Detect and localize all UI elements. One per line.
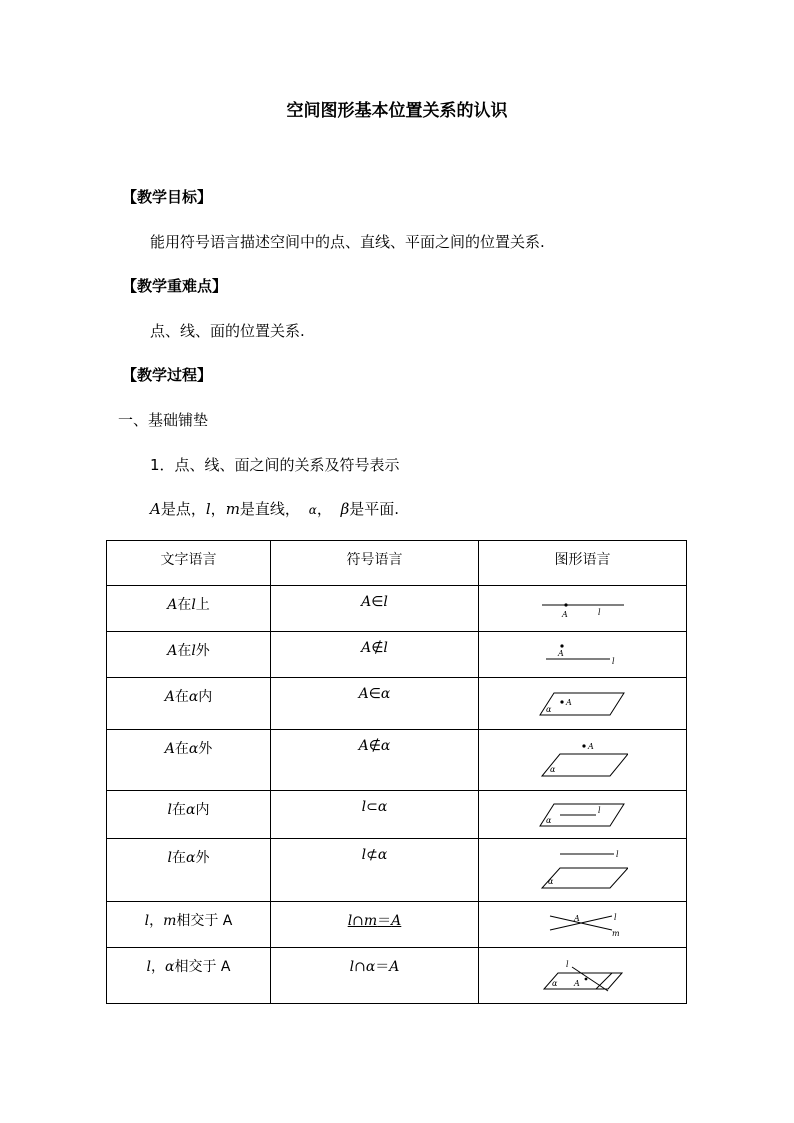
cell-part: l xyxy=(383,594,388,610)
cell-part: A xyxy=(391,913,402,929)
cell-part: A xyxy=(361,640,372,656)
symbol-language-cell xyxy=(271,839,479,902)
cell-part: l xyxy=(146,959,151,975)
text-language-cell xyxy=(107,678,271,730)
cell-part: 在 xyxy=(177,597,192,613)
cell-part: l xyxy=(383,640,388,656)
figure-label: l xyxy=(613,912,617,922)
cell-part: l xyxy=(144,913,150,929)
goal-heading: 【教学目标】 xyxy=(122,188,213,206)
cell-part: ⊄ xyxy=(366,847,378,863)
cell-part: 在 xyxy=(174,689,189,705)
point-on-line-figure xyxy=(479,597,686,621)
figure-language-cell xyxy=(479,632,687,678)
cell-part: 在 xyxy=(174,741,189,757)
intro-point: A xyxy=(150,500,161,518)
text-language-cell xyxy=(107,730,271,791)
symbol-language-cell xyxy=(271,791,479,839)
cell-part: A xyxy=(389,959,400,975)
text-language-cell xyxy=(107,632,271,678)
cell-part: 外 xyxy=(195,643,210,659)
figure-label: α xyxy=(545,704,551,714)
figure-label: A xyxy=(557,648,564,658)
table-row xyxy=(107,791,687,839)
symbol-language-cell xyxy=(271,730,479,791)
figure-label: A xyxy=(573,978,580,988)
symbol-language-cell xyxy=(271,948,479,1004)
figure-label: A xyxy=(565,697,572,707)
cell-part: A xyxy=(361,594,372,610)
cell-part: α xyxy=(380,686,391,702)
text-language-cell xyxy=(107,586,271,632)
line-outside-plane-figure xyxy=(479,848,686,892)
cell-part: α xyxy=(365,959,376,975)
figure-language-cell xyxy=(479,839,687,902)
cell-part: α xyxy=(377,847,388,863)
cell-part: α xyxy=(188,689,199,705)
table-header-row xyxy=(107,541,687,586)
cell-part: 上 xyxy=(195,597,210,613)
intro-plane-alpha: α xyxy=(308,503,317,517)
part1-heading: 一、基础铺垫 xyxy=(118,411,209,429)
intro-line xyxy=(150,498,399,519)
figure-language-cell xyxy=(479,730,687,791)
symbol-language-cell xyxy=(271,632,479,678)
cell-part: l xyxy=(167,850,172,866)
symbol-language-cell xyxy=(271,586,479,632)
cell-part: l∩m xyxy=(347,913,378,929)
cell-part: 相交于 A xyxy=(176,913,233,929)
key-text: 点、线、面的位置关系. xyxy=(150,322,305,340)
figure-label: l xyxy=(597,607,601,617)
cell-part: ∉ xyxy=(368,738,381,754)
figure-label: l xyxy=(565,959,569,969)
cell-part: α xyxy=(186,802,196,818)
table-row xyxy=(107,902,687,948)
figure-language-cell xyxy=(479,678,687,730)
cell-part: 在 xyxy=(172,850,186,866)
cell-part: A xyxy=(358,738,369,754)
cell-part: m xyxy=(163,913,177,929)
text-language-cell xyxy=(107,948,271,1004)
table-row xyxy=(107,632,687,678)
figure-label: A xyxy=(587,742,594,751)
cell-part: 外 xyxy=(195,850,210,866)
figure-label: l xyxy=(597,805,601,815)
cell-part: A xyxy=(167,643,178,659)
text-language-cell xyxy=(107,791,271,839)
process-heading: 【教学过程】 xyxy=(122,366,213,384)
point-off-line-figure xyxy=(479,642,686,668)
cell-part: l xyxy=(361,799,367,815)
figure-label: α xyxy=(547,877,553,886)
cell-part: 相交于 A xyxy=(174,959,231,975)
figure-label: α xyxy=(545,815,551,825)
cell-part: α xyxy=(186,850,196,866)
cell-part: 内 xyxy=(198,689,213,705)
line-plane-intersection-figure xyxy=(479,959,686,993)
intro-line-l: l xyxy=(205,500,211,518)
cell-part: l xyxy=(191,597,196,613)
cell-part: ∈ xyxy=(368,686,381,702)
figure-label: A xyxy=(561,609,568,619)
figure-language-cell xyxy=(479,586,687,632)
figure-label: l xyxy=(611,656,615,666)
table-row xyxy=(107,839,687,902)
cell-part: 在 xyxy=(177,643,192,659)
relations-table xyxy=(106,540,687,1004)
cell-part: ＝ xyxy=(375,959,390,975)
point-in-plane-figure xyxy=(479,689,686,719)
cell-part: ∈ xyxy=(371,594,384,610)
cell-part: ⊂ xyxy=(366,799,378,815)
figure-label: m xyxy=(611,928,620,938)
text-language-cell xyxy=(107,839,271,902)
cell-part: α xyxy=(188,741,199,757)
intro-sep-2: ， xyxy=(316,500,332,518)
cell-part: l xyxy=(361,847,367,863)
table-row xyxy=(107,678,687,730)
table-row xyxy=(107,948,687,1004)
key-heading: 【教学重难点】 xyxy=(122,277,228,295)
header-figure-language: 图形语言 xyxy=(479,541,687,586)
figure-language-cell xyxy=(479,902,687,948)
cell-part: ∉ xyxy=(371,640,384,656)
cell-part: A xyxy=(164,689,175,705)
figure-label: α xyxy=(549,765,555,774)
cell-part: ＝ xyxy=(377,913,392,929)
intersecting-lines-figure xyxy=(479,912,686,938)
intro-line-m: m xyxy=(225,500,240,518)
cell-part: A xyxy=(164,741,175,757)
cell-part: l xyxy=(167,802,172,818)
header-text-language: 文字语言 xyxy=(107,541,271,586)
cell-part: α xyxy=(377,799,388,815)
cell-part: A xyxy=(358,686,369,702)
cell-part: l xyxy=(191,643,196,659)
cell-part: ， xyxy=(150,959,165,975)
text-language-cell xyxy=(107,902,271,948)
cell-part: A xyxy=(167,597,178,613)
table-row xyxy=(107,730,687,791)
figure-label: A xyxy=(573,913,580,923)
line-in-plane-figure xyxy=(479,800,686,830)
intro-sep-1: ， xyxy=(210,500,226,518)
header-symbol-language: 符号语言 xyxy=(271,541,479,586)
table-row xyxy=(107,586,687,632)
symbol-language-cell xyxy=(271,902,479,948)
figure-label: α xyxy=(551,978,557,988)
figure-label: l xyxy=(615,850,619,859)
cell-part: α xyxy=(164,959,175,975)
intro-plane-beta: β xyxy=(340,500,350,518)
cell-part: 在 xyxy=(172,802,186,818)
cell-part: ， xyxy=(149,913,164,929)
cell-part: 内 xyxy=(195,802,210,818)
cell-part: α xyxy=(380,738,391,754)
point-outside-plane-figure xyxy=(479,740,686,780)
figure-language-cell xyxy=(479,791,687,839)
item1-text: 1．点、线、面之间的关系及符号表示 xyxy=(150,456,400,474)
symbol-language-cell xyxy=(271,678,479,730)
figure-language-cell xyxy=(479,948,687,1004)
cell-part: l∩ xyxy=(349,959,366,975)
intro-text-3: 是平面. xyxy=(349,500,400,518)
page-title: 空间图形基本位置关系的认识 xyxy=(286,101,508,121)
intro-text-1: 是点， xyxy=(160,500,206,518)
intro-text-2: 是直线， xyxy=(239,500,300,518)
goal-text: 能用符号语言描述空间中的点、直线、平面之间的位置关系. xyxy=(150,233,545,251)
cell-part: 外 xyxy=(198,741,213,757)
